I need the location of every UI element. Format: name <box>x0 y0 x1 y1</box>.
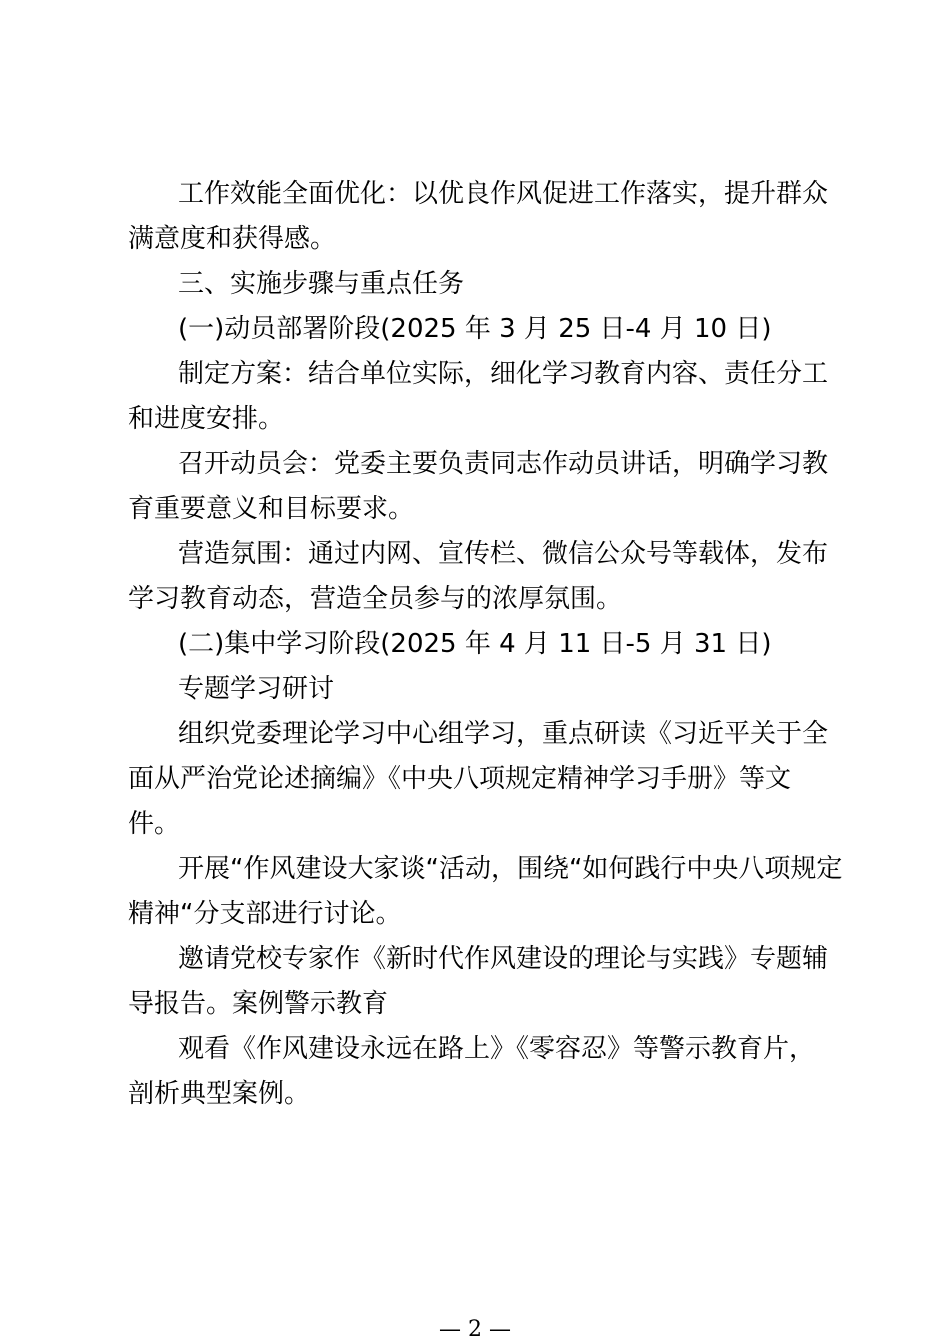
paragraph-line: 和进度安排。 <box>128 404 285 434</box>
section-heading: 三、实施步骤与重点任务 <box>178 269 465 299</box>
subsection-heading: (二)集中学习阶段(2025 年 4 月 11 日-5 月 31 日) <box>178 629 772 659</box>
subsection-heading: (一)动员部署阶段(2025 年 3 月 25 日-4 月 10 日) <box>178 314 772 344</box>
page-number: — 2 — <box>439 1317 511 1342</box>
paragraph-line: 召开动员会：党委主要负责同志作动员讲话，明确学习教 <box>178 449 829 479</box>
paragraph-line: 剖析典型案例。 <box>128 1079 311 1109</box>
paragraph-line: 满意度和获得感。 <box>128 224 337 254</box>
paragraph-line: 精神“分支部进行讨论。 <box>128 899 402 929</box>
paragraph-line: 营造氛围：通过内网、宣传栏、微信公众号等载体，发布 <box>178 539 829 569</box>
paragraph-line: 导报告。案例警示教育 <box>128 989 389 1019</box>
paragraph-line: 学习教育动态，营造全员参与的浓厚氛围。 <box>128 584 623 614</box>
paragraph-line: 邀请党校专家作《新时代作风建设的理论与实践》专题辅 <box>178 944 829 974</box>
paragraph-line: 面从严治党论述摘编》《中央八项规定精神学习手册》等文 <box>128 764 792 794</box>
paragraph-line: 育重要意义和目标要求。 <box>128 494 415 524</box>
paragraph-line: 件。 <box>128 809 181 839</box>
paragraph-line: 专题学习研讨 <box>178 674 335 704</box>
paragraph-line: 工作效能全面优化：以优良作风促进工作落实，提升群众 <box>178 179 829 209</box>
paragraph-line: 观看《作风建设永远在路上》《零容忍》等警示教育片， <box>178 1034 816 1064</box>
paragraph-line: 开展“作风建设大家谈“活动，围绕“如何践行中央八项规定 <box>178 854 843 884</box>
paragraph-line: 组织党委理论学习中心组学习，重点研读《习近平关于全 <box>178 719 829 749</box>
paragraph-line: 制定方案：结合单位实际，细化学习教育内容、责任分工 <box>178 359 829 389</box>
